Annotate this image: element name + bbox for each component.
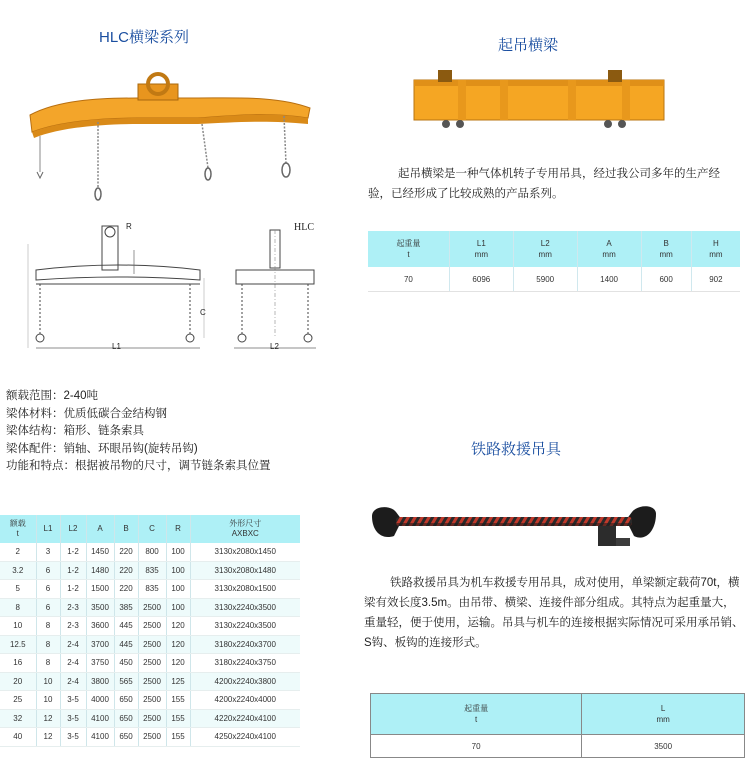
table-cell: 220 [114,580,138,599]
hlc-front-drawing [22,222,214,357]
column-header: L2 [60,515,86,543]
table-cell: 600 [641,267,691,292]
column-header: A mm [577,231,641,267]
table-row [0,709,300,728]
table-cell: 155 [166,691,190,710]
table-cell: 4100 [86,728,114,747]
dim-label-l1: L1 [112,342,121,351]
table-cell: 3750 [86,654,114,673]
column-header: 额载 t [0,515,36,543]
table-row [0,691,300,710]
column-header: B [114,515,138,543]
table-cell: 3800 [86,672,114,691]
hlc-drawing-label: HLC [294,222,314,233]
spec-line: 梁体材料：优质低碳合金结构钢 [6,407,167,420]
table-cell: 3130x2080x1480 [190,561,300,580]
table-cell: 1500 [86,580,114,599]
table-cell: 2500 [138,654,166,673]
table-cell: 3-5 [60,691,86,710]
table-cell: 3180x2240x3750 [190,654,300,673]
table-cell: 1480 [86,561,114,580]
dim-label-c: C [200,308,206,317]
table-cell: 3130x2240x3500 [190,598,300,617]
table-cell: 100 [166,580,190,599]
railway-title: 铁路救援吊具 [471,441,562,458]
table-cell: 5900 [513,267,577,292]
table-cell: 155 [166,709,190,728]
table-cell: 902 [691,267,740,292]
table-cell: 3-5 [60,709,86,728]
table-cell: 3500 [582,735,745,758]
table-cell: 100 [166,598,190,617]
table-cell: 1-2 [60,543,86,561]
column-header: H mm [691,231,740,267]
table-cell: 32 [0,709,36,728]
table-cell: 4250x2240x4100 [190,728,300,747]
table-cell: 1450 [86,543,114,561]
column-header: L2 mm [513,231,577,267]
table-cell: 385 [114,598,138,617]
table-cell: 12 [36,709,60,728]
table-cell: 4200x2240x3800 [190,672,300,691]
railway-beam-photo [368,500,660,556]
dim-label-r: R [126,222,132,231]
lifting-spec-table [368,231,740,292]
table-cell: 650 [114,709,138,728]
lifting-title: 起吊横梁 [498,37,559,54]
hlc-spec-table [0,515,300,747]
table-cell: 3-5 [60,728,86,747]
hlc-side-drawing [228,226,324,356]
table-cell: 5 [0,580,36,599]
table-cell: 2-4 [60,635,86,654]
table-cell: 835 [138,580,166,599]
table-cell: 2500 [138,617,166,636]
table-cell: 2500 [138,672,166,691]
table-cell: 650 [114,728,138,747]
table-cell: 565 [114,672,138,691]
table-cell: 3600 [86,617,114,636]
table-row [0,635,300,654]
table-row [0,561,300,580]
hlc-title: HLC横梁系列 [99,29,190,46]
table-cell: 8 [36,635,60,654]
lifting-header-row [368,231,740,267]
table-cell: 1400 [577,267,641,292]
table-cell: 120 [166,654,190,673]
table-cell: 3130x2080x1500 [190,580,300,599]
table-cell: 8 [0,598,36,617]
table-cell: 4220x2240x4100 [190,709,300,728]
table-cell: 40 [0,728,36,747]
table-row [371,735,745,758]
table-cell: 835 [138,561,166,580]
table-row [0,728,300,747]
column-header: 外形尺寸 AXBXC [190,515,300,543]
spec-line: 功能和特点：根据被吊物的尺寸，调节链条索具位置 [6,460,271,472]
table-cell: 450 [114,654,138,673]
railway-spec-table [370,693,745,758]
table-row [0,617,300,636]
column-header: L mm [582,694,745,735]
table-cell: 100 [166,543,190,561]
table-cell: 6 [36,598,60,617]
table-cell: 6 [36,561,60,580]
column-header: 起重量 t [371,694,582,735]
table-cell: 2-4 [60,672,86,691]
table-cell: 10 [36,672,60,691]
table-cell: 3.2 [0,561,36,580]
column-header: B mm [641,231,691,267]
table-cell: 6 [36,580,60,599]
table-cell: 2-3 [60,617,86,636]
column-header: C [138,515,166,543]
table-cell: 70 [371,735,582,758]
table-row [0,672,300,691]
table-cell: 2-3 [60,598,86,617]
table-cell: 120 [166,635,190,654]
table-cell: 100 [166,561,190,580]
table-cell: 70 [368,267,449,292]
table-cell: 4100 [86,709,114,728]
hlc-beam-photo [18,60,318,205]
spec-line: 梁体配件：销轴、环眼吊钩(旋转吊钩) [6,442,198,455]
column-header: L1 [36,515,60,543]
column-header: R [166,515,190,543]
column-header: 起重量 t [368,231,449,267]
table-cell: 2-4 [60,654,86,673]
table-cell: 2500 [138,598,166,617]
table-cell: 1-2 [60,580,86,599]
table-cell: 10 [36,691,60,710]
table-cell: 650 [114,691,138,710]
table-cell: 12.5 [0,635,36,654]
table-cell: 1-2 [60,561,86,580]
railway-header-row [371,694,745,735]
column-header: A [86,515,114,543]
table-cell: 3 [36,543,60,561]
table-cell: 2500 [138,691,166,710]
table-cell: 800 [138,543,166,561]
table-cell: 2500 [138,709,166,728]
railway-description: 铁路救援吊具为机车救援专用吊具，成对使用，单梁额定载荷70t，横梁有效长度3.5m。由吊带、横梁、连接件部分组成。其特点为起重量大，重量轻，便于使用，运输。吊具与机车的连接根据实际情况可采用承吊销、S钩、板钩的连接形式。 [364,577,744,649]
table-cell: 220 [114,543,138,561]
table-cell: 3500 [86,598,114,617]
table-cell: 3180x2240x3700 [190,635,300,654]
table-row [368,267,740,292]
table-cell: 25 [0,691,36,710]
hlc-spec-list [6,388,271,476]
table-cell: 20 [0,672,36,691]
table-cell: 10 [0,617,36,636]
table-cell: 120 [166,617,190,636]
table-cell: 8 [36,654,60,673]
dim-label-l2: L2 [270,342,279,351]
table-cell: 16 [0,654,36,673]
table-cell: 445 [114,617,138,636]
table-cell: 3700 [86,635,114,654]
table-row [0,580,300,599]
spec-line: 梁体结构：箱形、链条索具 [6,425,144,437]
column-header: L1 mm [449,231,513,267]
spec-line: 额载范围：2-40吨 [6,390,99,402]
table-cell: 2500 [138,635,166,654]
table-cell: 2500 [138,728,166,747]
table-cell: 155 [166,728,190,747]
table-cell: 6096 [449,267,513,292]
table-row [0,654,300,673]
table-cell: 445 [114,635,138,654]
table-cell: 220 [114,561,138,580]
table-row [0,543,300,561]
table-cell: 8 [36,617,60,636]
table-cell: 12 [36,728,60,747]
table-cell: 2 [0,543,36,561]
table-cell: 3130x2240x3500 [190,617,300,636]
table-cell: 4200x2240x4000 [190,691,300,710]
table-cell: 3130x2080x1450 [190,543,300,561]
table-cell: 125 [166,672,190,691]
hlc-header-row [0,515,300,543]
lifting-beam-photo [408,66,670,136]
table-cell: 4000 [86,691,114,710]
table-row [0,598,300,617]
lifting-description: 起吊横梁是一种气体机转子专用吊具，经过我公司多年的生产经验，已经形成了比较成熟的产品系列。 [368,168,720,200]
